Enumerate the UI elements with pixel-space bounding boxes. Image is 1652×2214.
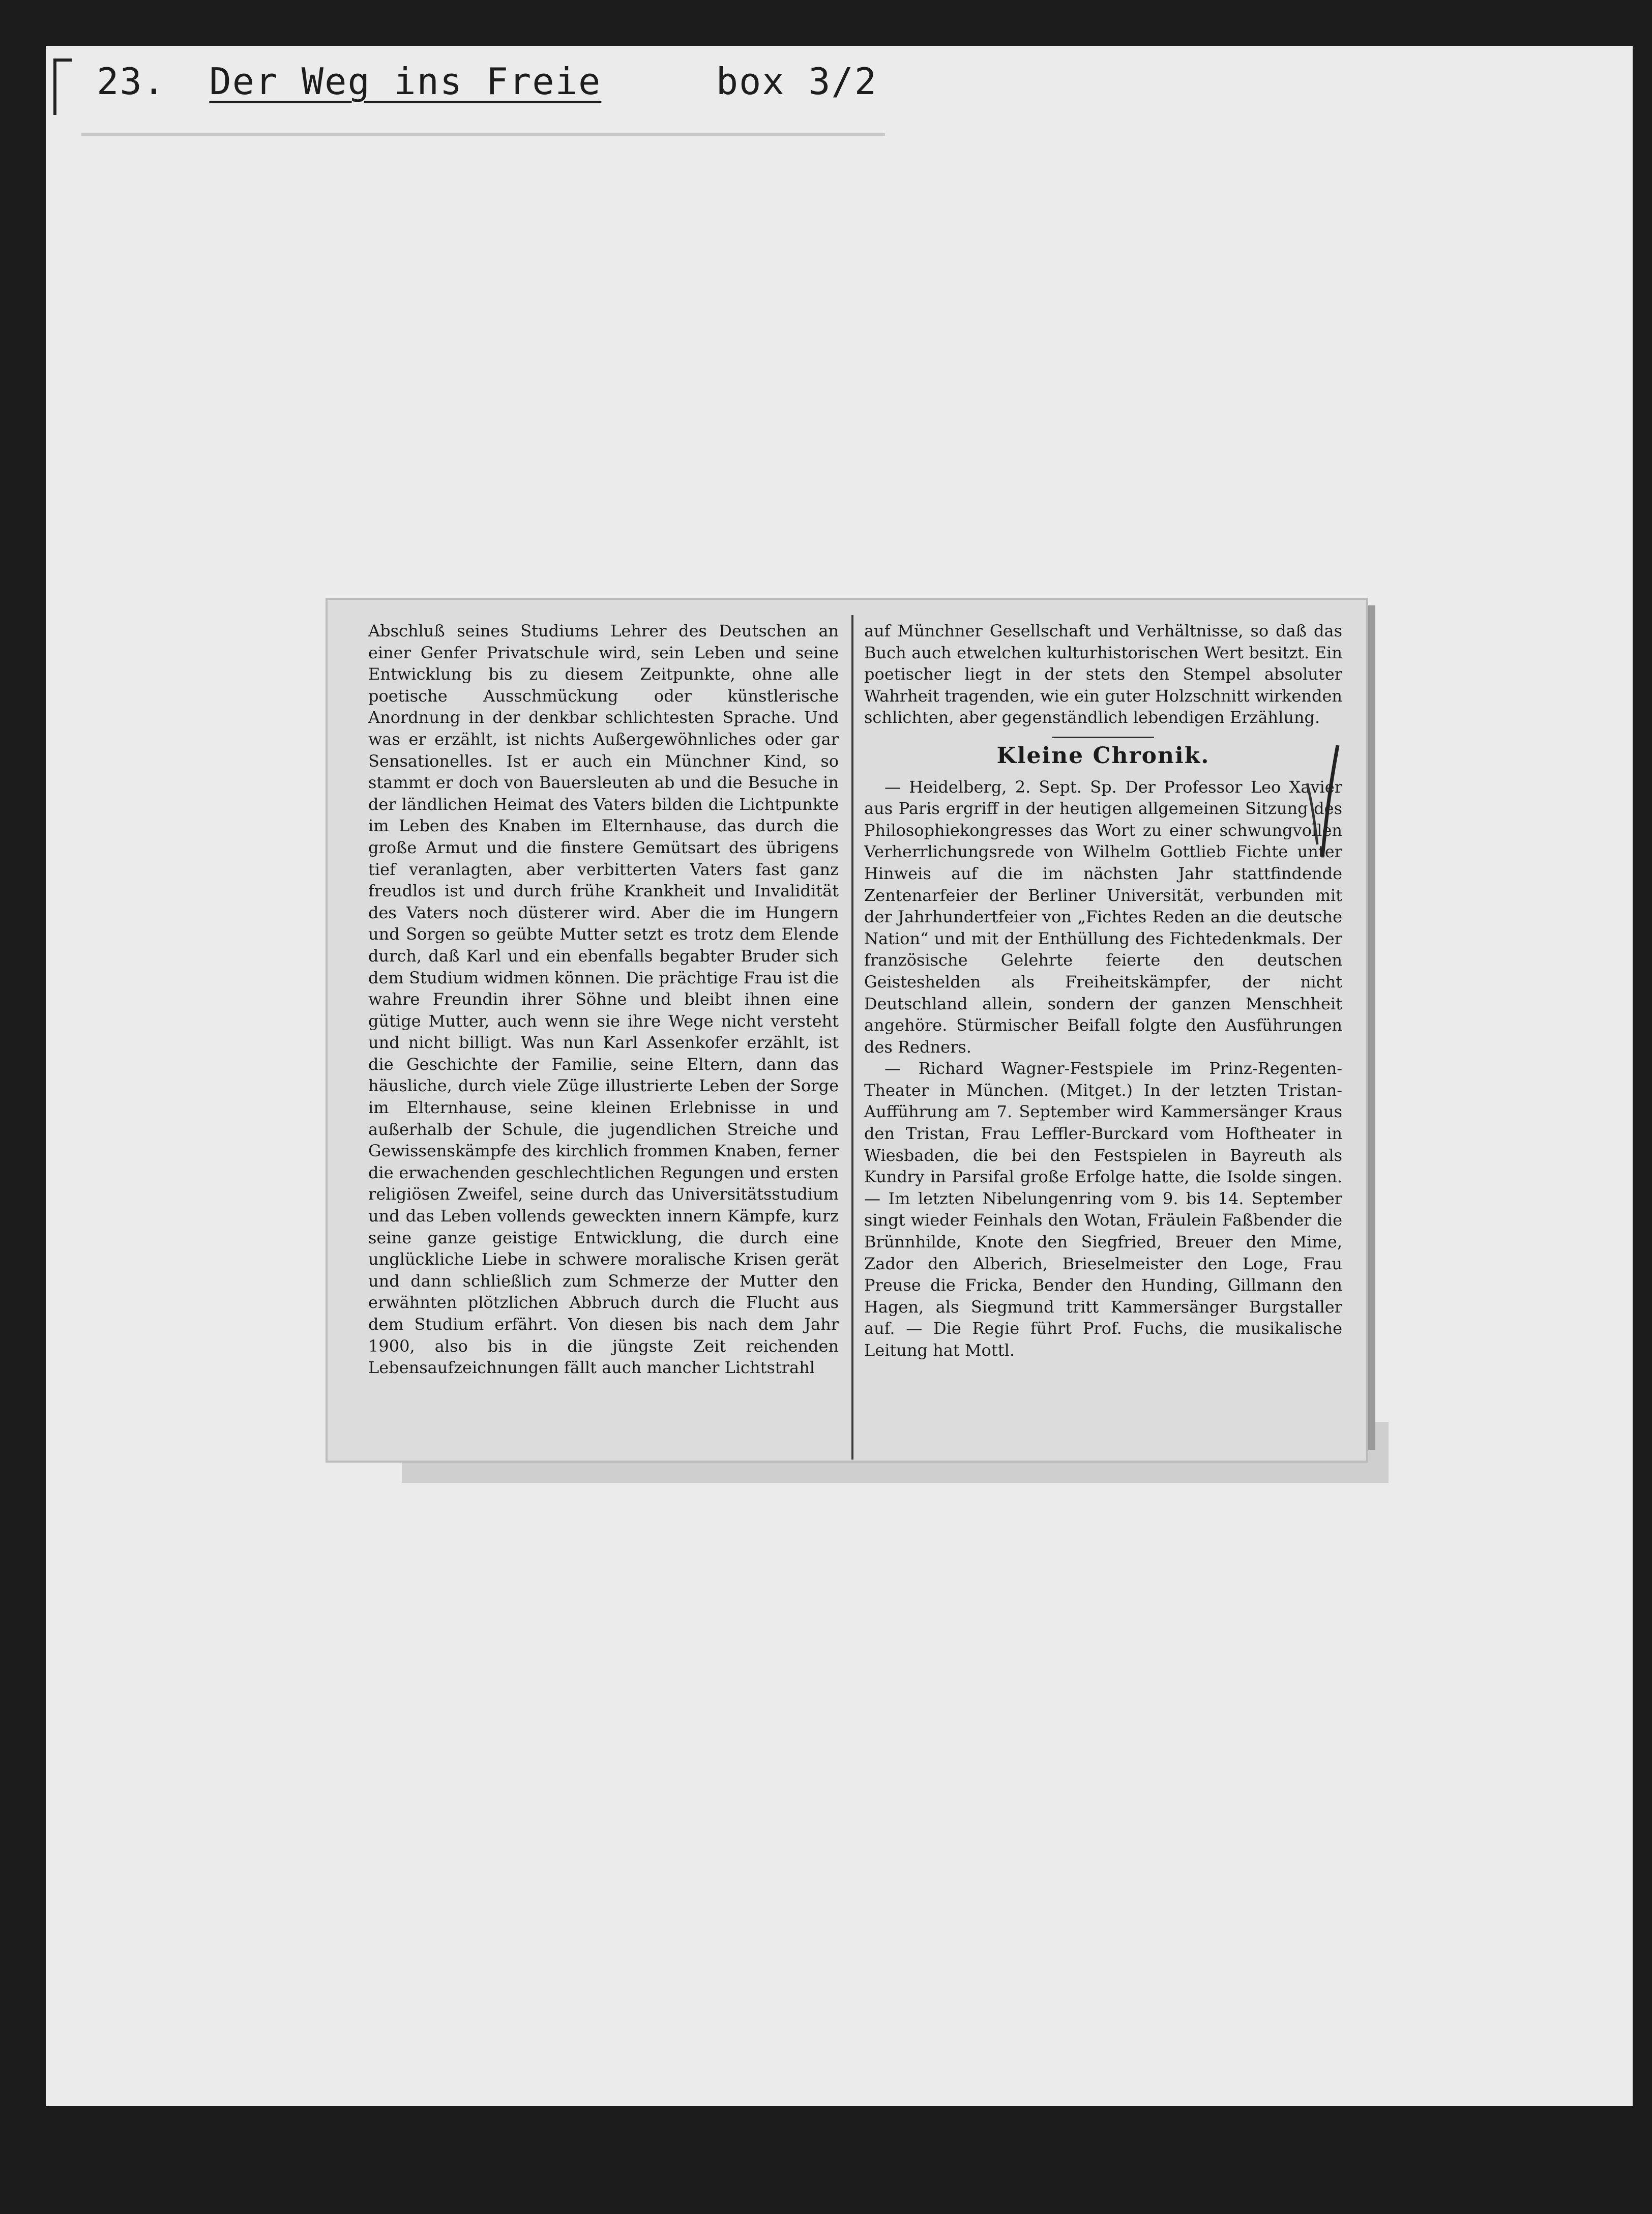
pen-mark [1302, 743, 1348, 860]
clipping-right-column [864, 620, 1342, 1361]
clipping-edge [1368, 605, 1375, 1450]
column-divider [851, 615, 853, 1460]
left-column-text: Abschluß seines Studiums Lehrer des Deutschen an einer Genfer Privatschule wird, sein Leben und seine Entwicklung bis zu diesem Zeitpunkte, ohne alle poetische Ausschmückung oder künstlerische Anordnung in der denkbar schlichtesten Sprache. Und was er erzählt, ist nichts Außergewöhnliches oder gar Sensationelles. Ist er auch ein Münchner Kind, so stammt er doch von Bauersleuten ab und die Besuche in der ländlichen Heimat des Vaters bilden die Lichtpunkte im Leben des Knaben im Elternhause, das durch die große Armut und die finstere Gemütsart des übrigens tief veranlagten, aber verbitterten Vaters fast ganz freudlos ist und durch frühe Krankheit und Invalidität des Vaters noch düsterer wird. Aber die im Hungern und Sorgen so geübte Mutter setzt es trotz dem Elende durch, daß Karl und ein ebenfalls begabter Bruder sich dem Studium widmen können. Die prächtige Frau ist die wahre Freundin ihrer Söhne und bleibt ihnen eine gütige Mutter, auch wenn sie ihre Wege nicht versteht und nicht billigt. Was nun Karl Assenkofer erzählt, ist die Geschichte der Familie, seine Eltern, dann das häusliche, durch viele Züge illustrierte Leben der Sorge im Elternhause, seine kleinen Erlebnisse in und außerhalb der Schule, die jugendlichen Streiche und Gewissenskämpfe des kirchlich frommen Knaben, ferner die erwachenden geschlechtlichen Regungen und ersten religiösen Zweifel, seine durch das Universitätsstudium und das Leben vollends geweckten innern Kämpfe, kurz seine ganze geistige Entwicklung, die durch eine unglückliche Liebe in schwere moralische Krisen gerät und dann schließlich zum Schmerze der Mutter den erwähnten plötzlichen Abbruch durch die Flucht aus dem Studium erfährt. Von diesen bis nach dem Jahr 1900, also bis in die jüngste Zeit reichenden Lebensaufzeichnungen fällt auch mancher Lichtstrahl [368, 621, 839, 1378]
review-conclusion: auf Münchner Gesellschaft und Verhältnisse, so daß das Buch auch etwelchen kulturhistorischen Wert besitzt. Ein poetischer liegt in der stets den Stempel absoluter Wahrheit tragenden, wie ein guter Holzschnitt wirkenden schlichten, aber gegenständlich lebendigen Erzählung. [864, 621, 1342, 727]
newspaper-clipping [326, 598, 1368, 1463]
chronik-item-heidelberg: — Heidelberg, 2. Sept. Sp. Der Professor Leo Xavier aus Paris ergriff in der heutigen allgemeinen Sitzung des Philosophiekongresses das Wort zu einer schwungvollen Verherrlichungsrede von Wilhelm Gottlieb Fichte unter Hinweis auf die im nächsten Jahr stattfindende Zentenarfeier der Berliner Universität, verbunden mit der Jahrhundertfeier von „Fichtes Reden an die deutsche Nation“ und mit der Enthüllung des Fichtedenkmals. Der französische Gelehrte feierte den deutschen Geisteshelden als Freiheitskämpfer, der nicht Deutschland allein, sondern der ganzen Menschheit angehöre. Stürmischer Beifall folgte den Ausführungen des Redners. [864, 777, 1342, 1057]
header-rule [81, 133, 885, 136]
chronik-item-wagner: — Richard Wagner-Festspiele im Prinz-Regenten-Theater in München. (Mitget.) In der letzten Tristan-Aufführung am 7. September wird Kammersänger Kraus den Tristan, Frau Leffler-Burckard vom Hoftheater in Wiesbaden, die bei den Festspielen in Bayreuth als Kundry in Parsifal große Erfolge hatte, die Isolde singen. — Im letzten Nibelungenring vom 9. bis 14. September singt wieder Feinhals den Wotan, Fräulein Faßbender die Brünnhilde, Knote den Siegfried, Breuer den Mime, Zador den Alberich, Brieselmeister den Loge, Frau Preuse die Fricka, Bender den Hunding, Gillmann den Hagen, als Siegmund tritt Kammersänger Burgstaller auf. — Die Regie führt Prof. Fuchs, die musikalische Leitung hat Mottl. [864, 1059, 1342, 1360]
folder-header [97, 60, 877, 111]
folder-title: Der Weg ins Freie [209, 60, 602, 103]
clipping-left-column [368, 620, 839, 1379]
chronik-heading: Kleine Chronik. [864, 737, 1342, 767]
folder-number: 23. [97, 60, 166, 103]
box-label: box 3/2 [716, 60, 878, 103]
header-bracket [53, 59, 72, 115]
